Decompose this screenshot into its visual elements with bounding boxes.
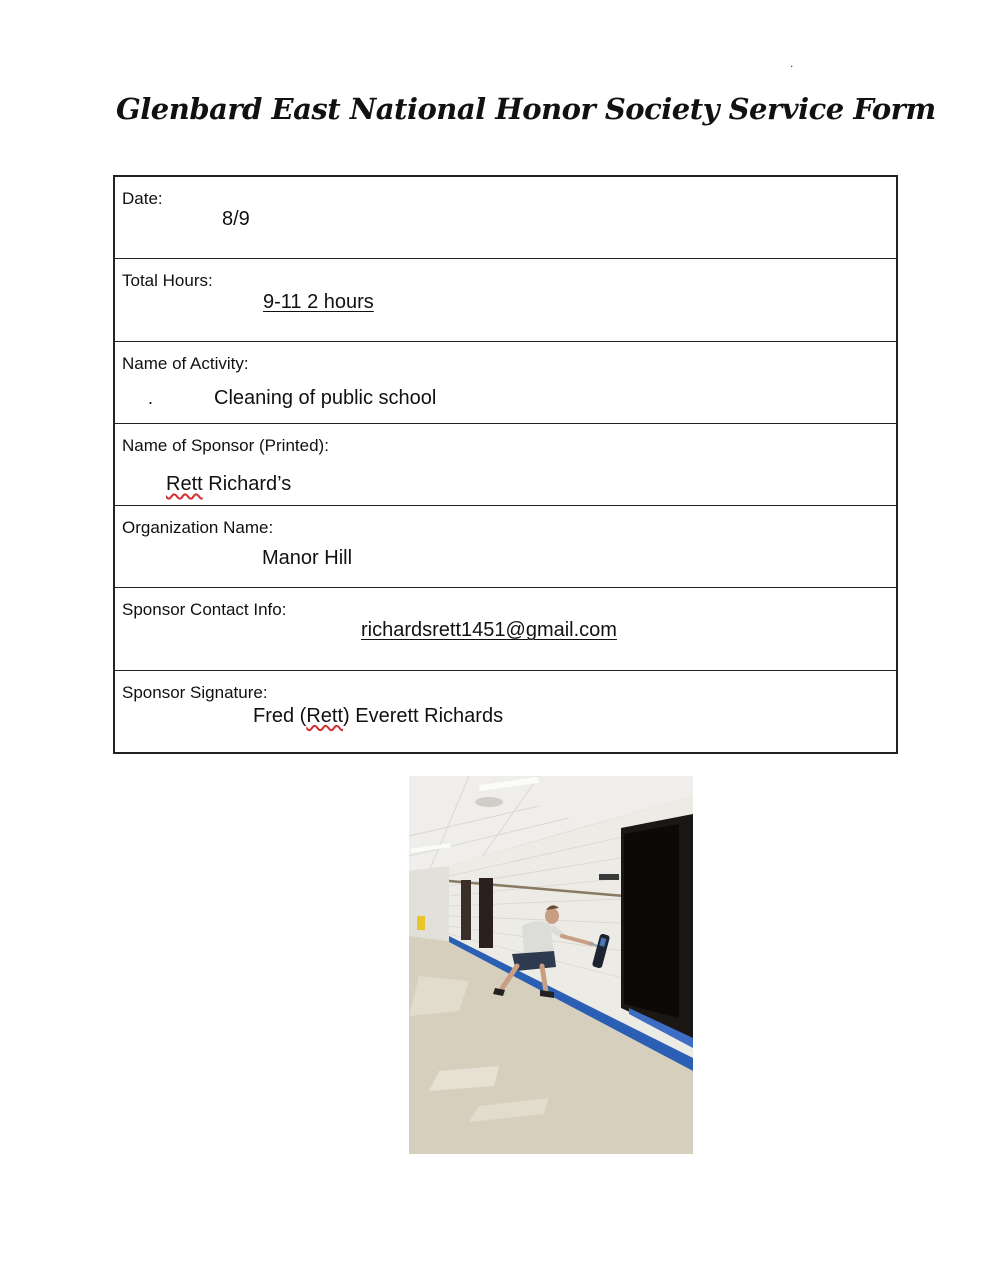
activity-value: Cleaning of public school — [214, 386, 437, 409]
doorway-interior — [624, 824, 679, 1018]
doorway-mid — [479, 878, 493, 948]
organization-value: Manor Hill — [262, 547, 353, 570]
sponsor-signature-value — [253, 705, 503, 728]
corner-mark: . — [790, 56, 794, 70]
sponsor-signature-row — [115, 671, 896, 752]
far-wall — [409, 866, 449, 941]
total-hours-value: 9-11 2 hours — [263, 291, 374, 314]
sponsor-printed-label: Name of Sponsor (Printed): — [122, 435, 329, 455]
date-row — [115, 177, 896, 259]
signature-nickname: Rett — [306, 704, 344, 727]
hallway-cleaning-photo — [409, 776, 693, 1154]
sponsor-printed-row — [115, 424, 896, 506]
total-hours-row — [115, 259, 896, 341]
date-value: 8/9 — [222, 208, 250, 230]
sponsor-contact-email[interactable]: richardsrett1451@gmail.com — [361, 619, 617, 642]
activity-label: Name of Activity: — [122, 353, 249, 373]
sponsor-printed-last-name: Richard’s — [202, 472, 292, 495]
date-label: Date: — [122, 189, 163, 208]
sponsor-contact-label: Sponsor Contact Info: — [122, 600, 287, 620]
activity-lead-mark: . — [148, 387, 154, 408]
total-hours-label: Total Hours: — [122, 271, 213, 291]
organization-row — [115, 506, 896, 588]
organization-label: Organization Name: — [122, 518, 274, 538]
signature-first-part: Fred ( — [253, 704, 307, 727]
doorway-far — [461, 880, 471, 940]
service-photo — [409, 776, 693, 1154]
service-form-table — [113, 175, 898, 754]
page-title: Glenbard East National Honor Society Service Form — [116, 92, 936, 126]
signature-last-part: ) Everett Richards — [343, 704, 504, 727]
sponsor-contact-row — [115, 588, 896, 670]
ceiling-vent — [475, 797, 503, 807]
room-sign — [599, 874, 619, 880]
sponsor-printed-value — [166, 473, 291, 496]
sponsor-signature-label: Sponsor Signature: — [122, 682, 268, 702]
wet-floor-sign — [417, 916, 425, 930]
sponsor-printed-first-name: Rett — [166, 472, 203, 495]
activity-row — [115, 342, 896, 424]
